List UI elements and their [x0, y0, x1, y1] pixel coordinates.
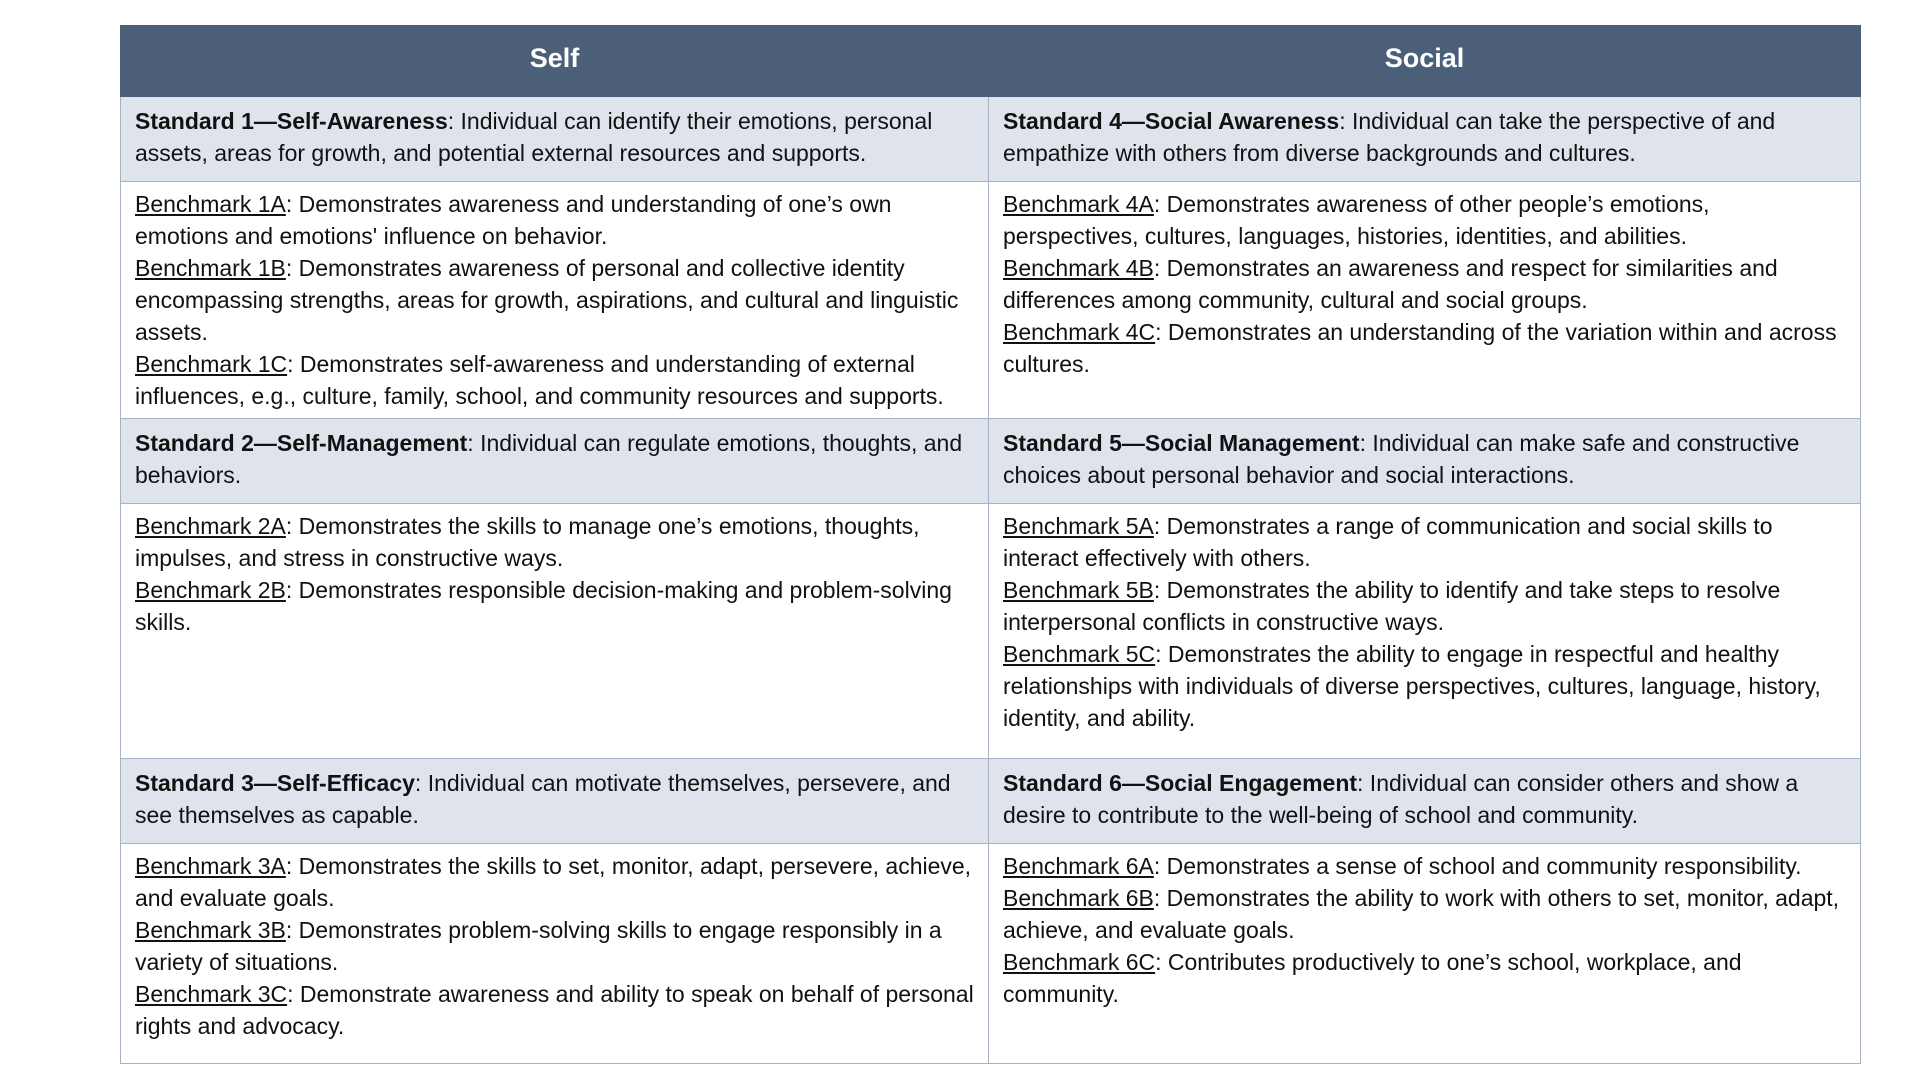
standard-title: Standard 4—Social Awareness	[1003, 108, 1340, 134]
benchmark-item	[135, 252, 974, 348]
standard-title: Standard 6—Social Engagement	[1003, 770, 1358, 796]
standard-row	[121, 97, 1861, 182]
benchmark-cell	[121, 182, 989, 419]
standard-cell	[121, 419, 989, 504]
benchmark-id: Benchmark 4C	[1003, 319, 1156, 345]
benchmark-text: : Demonstrate awareness and ability to speak on behalf of personal rights and advocacy.	[135, 981, 974, 1039]
benchmark-row	[121, 504, 1861, 759]
standard-description: : Individual can motivate themselves, persevere, and see themselves as capable.	[135, 770, 951, 828]
standard-cell	[121, 97, 989, 182]
benchmark-row	[121, 844, 1861, 1064]
benchmark-text: : Demonstrates an awareness and respect for similarities and differences among community, cultural and social groups.	[1003, 255, 1778, 313]
benchmark-item	[135, 574, 974, 638]
benchmark-id: Benchmark 1C	[135, 351, 288, 377]
benchmark-item	[135, 510, 974, 574]
benchmark-cell	[989, 182, 1861, 419]
standards-table	[120, 25, 1861, 1064]
benchmark-id: Benchmark 6A	[1003, 853, 1154, 879]
benchmark-text: : Demonstrates a range of communication and social skills to interact effectively with others.	[1003, 513, 1773, 571]
benchmark-id: Benchmark 2B	[135, 577, 286, 603]
standard-description: : Individual can identify their emotions, personal assets, areas for growth, and potential external resources and supports.	[135, 108, 933, 166]
benchmark-text: : Demonstrates a sense of school and community responsibility.	[1153, 853, 1802, 879]
benchmark-text: : Demonstrates the ability to engage in respectful and healthy relationships with individuals of diverse perspectives, cultures, language, history, identity, and ability.	[1003, 641, 1821, 731]
benchmark-id: Benchmark 1A	[135, 191, 286, 217]
benchmark-id: Benchmark 6C	[1003, 949, 1156, 975]
benchmark-item	[1003, 850, 1846, 882]
benchmark-item	[1003, 882, 1846, 946]
standard-row	[121, 759, 1861, 844]
benchmark-item	[1003, 946, 1846, 1010]
benchmark-id: Benchmark 6B	[1003, 885, 1154, 911]
benchmark-id: Benchmark 4A	[1003, 191, 1154, 217]
benchmark-item	[135, 914, 974, 978]
benchmark-cell	[989, 844, 1861, 1064]
benchmark-text: : Demonstrates the skills to set, monitor, adapt, persevere, achieve, and evaluate goals.	[135, 853, 972, 911]
benchmark-id: Benchmark 5A	[1003, 513, 1154, 539]
benchmark-row	[121, 182, 1861, 419]
benchmark-item	[1003, 510, 1846, 574]
standard-title: Standard 3—Self-Efficacy	[135, 770, 415, 796]
benchmark-id: Benchmark 4B	[1003, 255, 1154, 281]
benchmark-item	[135, 188, 974, 252]
standard-description: : Individual can consider others and show a desire to contribute to the well-being of school and community.	[1003, 770, 1799, 828]
standard-title: Standard 1—Self-Awareness	[135, 108, 448, 134]
standard-cell	[121, 759, 989, 844]
benchmark-text: : Demonstrates problem-solving skills to engage responsibly in a variety of situations.	[135, 917, 942, 975]
benchmark-text: : Demonstrates the ability to identify and take steps to resolve interpersonal conflicts in constructive ways.	[1003, 577, 1781, 635]
benchmark-cell	[121, 504, 989, 759]
benchmark-id: Benchmark 3C	[135, 981, 288, 1007]
benchmark-text: : Demonstrates self-awareness and understanding of external influences, e.g., culture, family, school, and community resources and supports.	[135, 351, 944, 409]
benchmark-item	[135, 348, 974, 412]
standard-description: : Individual can regulate emotions, thoughts, and behaviors.	[135, 430, 963, 488]
standard-cell	[989, 97, 1861, 182]
standard-description: : Individual can make safe and constructive choices about personal behavior and social interactions.	[1003, 430, 1800, 488]
benchmark-id: Benchmark 3A	[135, 853, 286, 879]
benchmark-text: : Demonstrates the ability to work with others to set, monitor, adapt, achieve, and evaluate goals.	[1003, 885, 1840, 943]
benchmark-id: Benchmark 1B	[135, 255, 286, 281]
benchmark-id: Benchmark 5B	[1003, 577, 1154, 603]
benchmark-item	[1003, 638, 1846, 734]
benchmark-text: : Contributes productively to one’s school, workplace, and community.	[1003, 949, 1742, 1007]
standard-title: Standard 2—Self-Management	[135, 430, 468, 456]
benchmark-item	[1003, 252, 1846, 316]
header-row	[121, 26, 1861, 97]
standard-cell	[989, 759, 1861, 844]
benchmark-cell	[121, 844, 989, 1064]
header-social: Social	[989, 26, 1861, 97]
benchmark-text: : Demonstrates awareness of personal and collective identity encompassing strengths, areas for growth, aspirations, and cultural and linguistic assets.	[135, 255, 959, 345]
benchmark-text: : Demonstrates an understanding of the variation within and across cultures.	[1003, 319, 1837, 377]
benchmark-item	[135, 850, 974, 914]
benchmark-id: Benchmark 2A	[135, 513, 286, 539]
benchmark-item	[1003, 574, 1846, 638]
standard-row	[121, 419, 1861, 504]
benchmark-text: : Demonstrates awareness and understanding of one’s own emotions and emotions' influence on behavior.	[135, 191, 892, 249]
benchmark-id: Benchmark 5C	[1003, 641, 1156, 667]
benchmark-id: Benchmark 3B	[135, 917, 286, 943]
benchmark-text: : Demonstrates the skills to manage one’s emotions, thoughts, impulses, and stress in constructive ways.	[135, 513, 920, 571]
benchmark-item	[1003, 188, 1846, 252]
benchmark-item	[1003, 316, 1846, 380]
header-self: Self	[121, 26, 989, 97]
benchmark-item	[135, 978, 974, 1042]
benchmark-text: : Demonstrates awareness of other people’s emotions, perspectives, cultures, languages, histories, identities, and abilities.	[1003, 191, 1710, 249]
benchmark-cell	[989, 504, 1861, 759]
standard-description: : Individual can take the perspective of and empathize with others from diverse backgrounds and cultures.	[1003, 108, 1776, 166]
standard-title: Standard 5—Social Management	[1003, 430, 1360, 456]
benchmark-text: : Demonstrates responsible decision-making and problem-solving skills.	[135, 577, 952, 635]
standard-cell	[989, 419, 1861, 504]
